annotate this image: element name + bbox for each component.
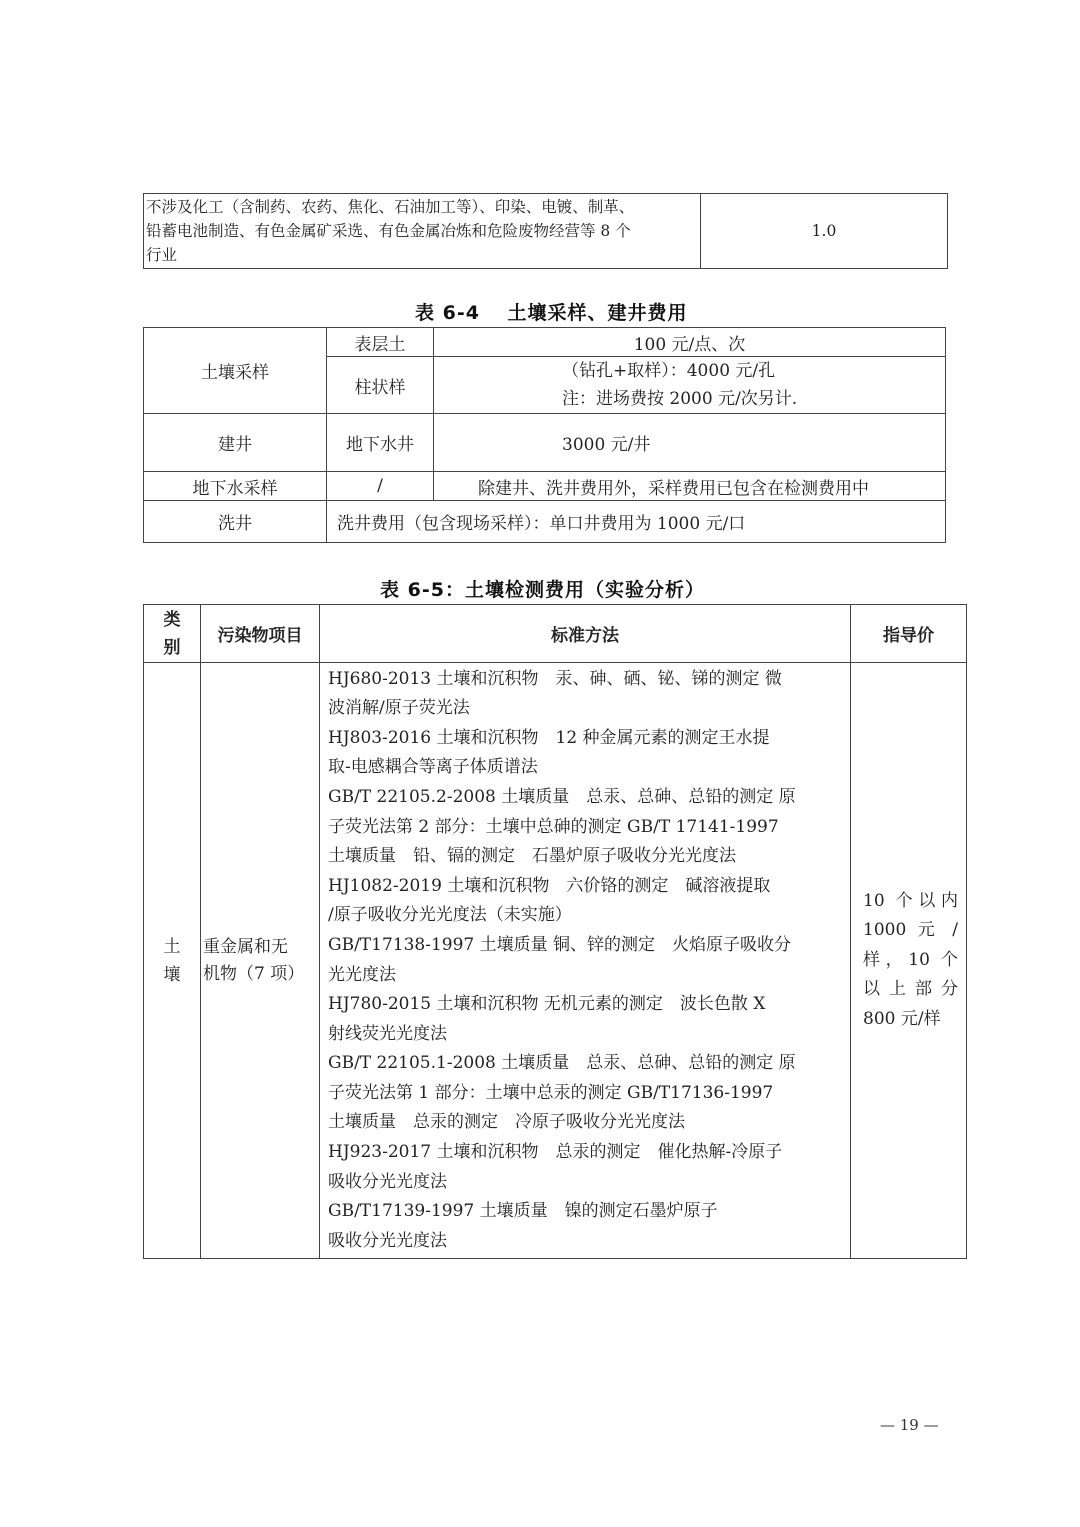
table-6-5 xyxy=(143,604,967,1259)
coefficient-value: 1.0 xyxy=(701,194,948,269)
table-row xyxy=(144,328,946,357)
industry-description: 不涉及化工（含制药、农药、焦化、石油加工等）、印染、电镀、制革、 铅蓄电池制造、有色金属矿采选、有色金属冶炼和危险废物经营等 8 个 行业 xyxy=(144,194,701,269)
pollutant-heavy-metals: 重金属和无 机物（7 项） xyxy=(201,663,320,1259)
well-building-price: 3000 元/井 xyxy=(434,414,946,472)
groundwater-sampling-label: 地下水采样 xyxy=(144,472,327,501)
table-row xyxy=(144,501,946,543)
table-row xyxy=(144,663,967,1259)
column-sample-type: 柱状样 xyxy=(327,357,434,414)
header-pollutant: 污染物项目 xyxy=(201,605,320,663)
table-row xyxy=(144,414,946,472)
table-6-5-caption: 表 6-5：土壤检测费用（实验分析） xyxy=(380,579,705,601)
category-soil: 土 壤 xyxy=(144,663,201,1259)
well-washing-label: 洗井 xyxy=(144,501,327,543)
table-row xyxy=(144,194,948,269)
table-row xyxy=(144,472,946,501)
header-category: 类 别 xyxy=(144,605,201,663)
groundwater-well-type: 地下水井 xyxy=(327,414,434,472)
column-sample-price: （钻孔+取样）：4000 元/孔 注：进场费按 2000 元/次另计. xyxy=(434,357,946,414)
surface-soil-type: 表层土 xyxy=(327,328,434,357)
standard-methods: HJ680-2013 土壤和沉积物 汞、砷、硒、铋、锑的测定 微 波消解/原子荧光法 HJ803-2016 土壤和沉积物 12 种金属元素的测定王水提 取-电感耦合等离子体质谱法 GB/T 22105.2-2008 土壤质量 总汞、总砷、总铅的测定 原 子荧光法第 2 部分：土壤中总砷的测定 GB/T 17141-1997 土壤质量 铅、镉的测定 石墨炉原子吸收分光光度法 HJ1082-2019 土壤和沉积物 六价铬的测定 碱溶液提取 /原子吸收分光光度法（未实施） GB/T17138-1997 土壤质量 铜、锌的测定 火焰原子吸收分 光光度法 HJ780-2015 土壤和沉积物 无机元素的测定 波长色散 X 射线荧光光度法 GB/T 22105.1-2008 土壤质量 总汞、总砷、总铅的测定 原 子荧光法第 1 部分：土壤中总汞的测定 GB/T17136-1997 土壤质量 总汞的测定 冷原子吸收分光光度法 HJ923-2017 土壤和沉积物 总汞的测定 催化热解-冷原子 吸收分光光度法 GB/T17139-1997 土壤质量 镍的测定石墨炉原子 吸收分光光度法 xyxy=(320,663,851,1259)
groundwater-sampling-price: 除建井、洗井费用外，采样费用已包含在检测费用中 xyxy=(434,472,946,501)
surface-soil-price: 100 元/点、次 xyxy=(434,328,946,357)
page-number: — 19 — xyxy=(880,1416,939,1434)
table-top-continuation xyxy=(143,193,948,269)
groundwater-sampling-type: / xyxy=(327,472,434,501)
table-6-4 xyxy=(143,327,946,543)
guide-price: 10 个以内 1000 元 / 样，10 个以上部分 800 元/样 xyxy=(851,663,967,1259)
header-method: 标准方法 xyxy=(320,605,851,663)
header-price: 指导价 xyxy=(851,605,967,663)
table-header-row xyxy=(144,605,967,663)
well-building-label: 建井 xyxy=(144,414,327,472)
soil-sampling-label: 土壤采样 xyxy=(144,328,327,414)
well-washing-price: 洗井费用（包含现场采样）：单口井费用为 1000 元/口 xyxy=(327,501,946,543)
table-6-4-caption: 表 6-4 土壤采样、建井费用 xyxy=(415,302,688,324)
